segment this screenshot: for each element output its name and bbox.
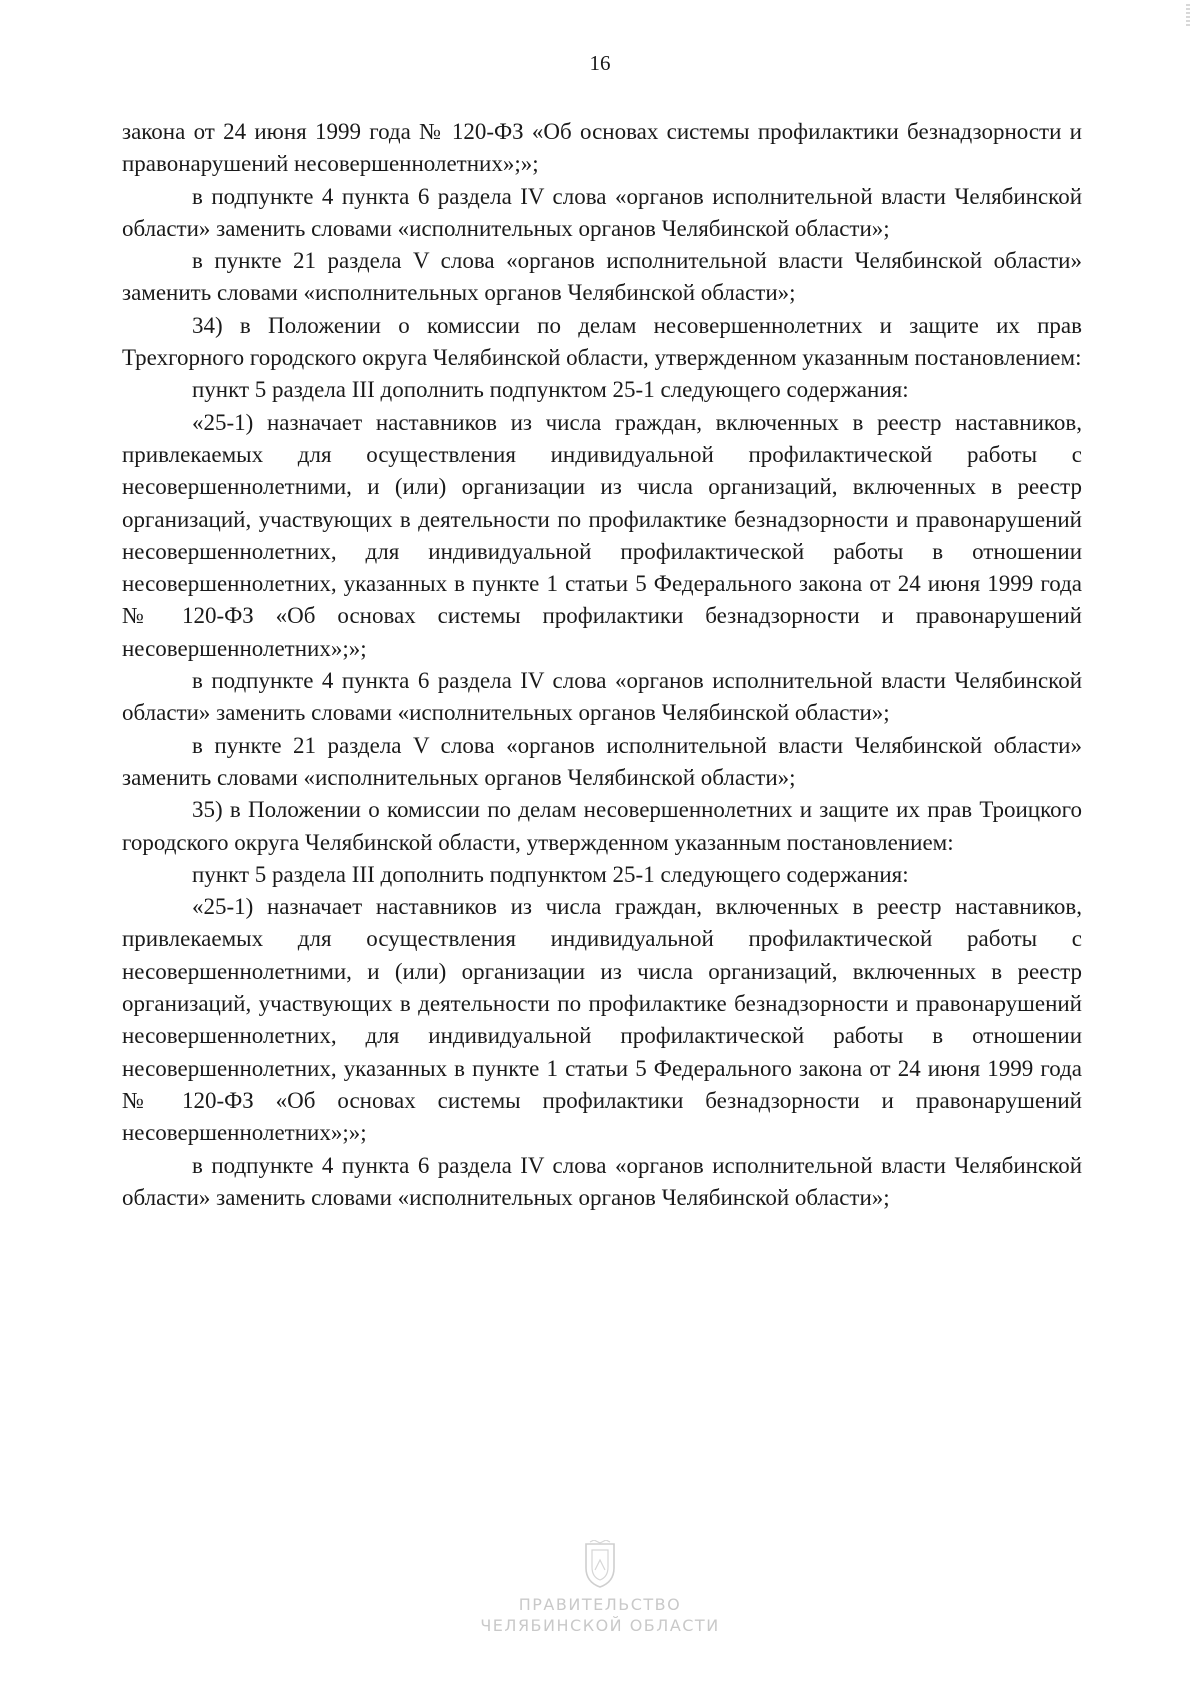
paragraph-2: в подпункте 4 пункта 6 раздела IV слова «органов исполнительной власти Челябинской области» заменить словами «исполнительных органов Челябинской области»; — [122, 183, 1082, 241]
stamp-line-2: ЧЕЛЯБИНСКОЙ ОБЛАСТИ — [480, 1616, 720, 1635]
paragraph-10: пункт 5 раздела III дополнить подпунктом 25-1 следующего содержания: — [192, 861, 909, 887]
paragraph-8: в пункте 21 раздела V слова «органов исполнительной власти Челябинской области» заменить словами «исполнительных органов Челябинской области»; — [122, 732, 1082, 790]
stamp-line-1: ПРАВИТЕЛЬСТВО — [518, 1595, 682, 1614]
paragraph-3: в пункте 21 раздела V слова «органов исполнительной власти Челябинской области» заменить словами «исполнительных органов Челябинской области»; — [122, 248, 1082, 306]
page-number: 16 — [589, 51, 611, 75]
paragraph-11: «25-1) назначает наставников из числа граждан, включенных в реестр наставников, привлекаемых для осуществления индивидуальной профилактической работы с несовершеннолетними, и (или) организации из числа организаций, включенных в реестр организаций, участвующих в деятельности по профилактике безнадзорности и правонарушений несовершеннолетних, для индивидуальной профилактической работы в отношении несовершеннолетних, указанных в пункте 1 статьи 5 Федерального закона от 24 июня 1999 года № 120-ФЗ «Об основах системы профилактики безнадзорности и правонарушений несовершеннолетних»;»; — [122, 894, 1082, 1146]
paragraph-1: закона от 24 июня 1999 года № 120-ФЗ «Об основах системы профилактики безнадзорности и правонарушений несовершеннолетних»;»; — [122, 119, 1082, 177]
scan-edge-mark — [1186, 4, 1190, 26]
paragraph-9: 35) в Положении о комиссии по делам несовершеннолетних и защите их прав Троицкого городского округа Челябинской области, утвержденном указанным постановлением: — [122, 797, 1082, 855]
document-body — [122, 116, 1082, 1214]
government-stamp — [0, 1540, 1200, 1636]
paragraph-4: 34) в Положении о комиссии по делам несовершеннолетних и защите их прав Трехгорного городского округа Челябинской области, утвержденном указанным постановлением: — [122, 312, 1082, 371]
paragraph-5: пункт 5 раздела III дополнить подпунктом 25-1 следующего содержания: — [192, 377, 909, 403]
paragraph-7: в подпункте 4 пункта 6 раздела IV слова «органов исполнительной власти Челябинской области» заменить словами «исполнительных органов Челябинской области»; — [122, 668, 1082, 726]
paragraph-12: в подпункте 4 пункта 6 раздела IV слова «органов исполнительной власти Челябинской области» заменить словами «исполнительных органов Челябинской области»; — [122, 1152, 1082, 1210]
paragraph-6: «25-1) назначает наставников из числа граждан, включенных в реестр наставников, привлекаемых для осуществления индивидуальной профилактической работы с несовершеннолетними, и (или) организации из числа организаций, включенных в реестр организаций, участвующих в деятельности по профилактике безнадзорности и правонарушений несовершеннолетних, для индивидуальной профилактической работы в отношении несовершеннолетних, указанных в пункте 1 статьи 5 Федерального закона от 24 июня 1999 года № 120-ФЗ «Об основах системы профилактики безнадзорности и правонарушений несовершеннолетних»;»; — [122, 409, 1082, 661]
coat-of-arms-icon — [578, 1540, 622, 1590]
